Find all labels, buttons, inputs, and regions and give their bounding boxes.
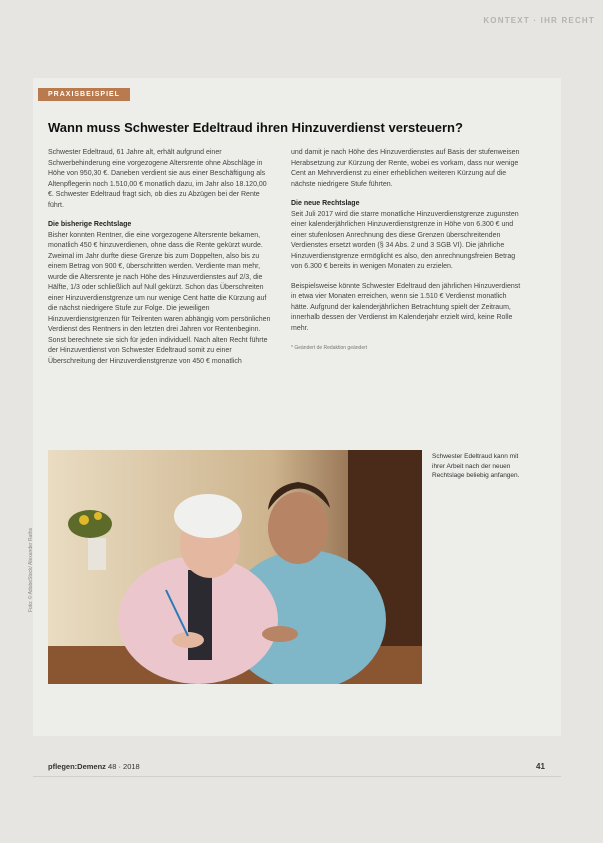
footer-publication	[48, 762, 140, 771]
section-tag: PRAXISBEISPIEL	[38, 88, 130, 101]
photo-caption: Schwester Edeltraud kann mit ihrer Arbeit nach der neuen Rechtslage beliebig anfangen.	[432, 453, 520, 479]
intro-paragraph: Schwester Edeltraud, 61 Jahre alt, erhält aufgrund einer Schwerbehinderung eine vorgezogene Altersrente ohne Abschläge in Höhe von 950,30 €. Daneben verdient sie aus einer Beschäftigung als Altenpflegerin noch 1.510,00 € monatlich dazu, im Jahr also 18.120,00 €. Schwester Edeltraud fragt sich, ob dies zu Abzügen bei der Rente führt.	[48, 149, 267, 209]
photo-illustration	[48, 450, 422, 684]
old-law-paragraph: Bisher konnten Rentner, die eine vorgezogene Altersrente bekamen, monatlich 450 € hinzuverdienen, ohne dass die Rente gekürzt wurde. Zweimal im Jahr durfte diese Grenze bis zum Doppelten, also bis zu einem Betrag von 900 €, überschritten werden. Verdiente man mehr, wurde die Altersrente je nach Höhe des Hinzuverdienstes auf 2/3, die Hälfte, 1/3 oder schließlich auf Null gekürzt. Schon das Überschreiten einer Hinzuverdienstgrenze um nur wenige Cent hatte die Kürzung auf die nächst niedrigere Stufe zur Folge. Die jeweiligen Hinzuverdienstgrenzen für Teilrenten waren abhängig vom persönlichen Verdienst des Rentners in den letzten drei Jahren vor Rentenbeginn. Sonst berechnete sie sich für jeden individuell. Nach alten Recht führte der Hinzuverdienst von Schwester Edeltraud somit zu einer Überschreitung der Hinzuverdienstgrenze von 450 € monatlich	[48, 231, 271, 365]
issue-number: 48 · 2018	[108, 762, 140, 771]
section-header: KONTEXT · IHR RECHT	[483, 16, 595, 25]
footer-divider	[33, 776, 561, 777]
magazine-name: pflegen:Demenz	[48, 762, 106, 771]
page-number: 41	[536, 762, 545, 771]
article-title: Wann muss Schwester Edeltraud ihren Hinzuverdienst versteuern?	[48, 120, 463, 135]
old-law-heading: Die bisherige Rechtslage	[48, 221, 132, 228]
left-column	[48, 148, 274, 376]
right-column	[291, 148, 523, 363]
new-law-heading: Die neue Rechtslage	[291, 200, 360, 207]
photo-credit: Foto: © AdobeStock/ Alexander Raths	[28, 527, 34, 612]
continuation-paragraph: und damit je nach Höhe des Hinzuverdienstes auf Basis der stufenweisen Herabsetzung zur Kürzung der Rente, wobei es vorkam, dass nur wenige Cent an Mehrverdienst zu einer erheblichen weiteren Kürzung auf die nächste niedrigere Stufe führten.	[291, 149, 520, 188]
photo-elderly-woman-caregiver	[48, 450, 422, 684]
new-law-paragraph: Seit Juli 2017 wird die starre monatliche Hinzuverdienstgrenze zugunsten einer kalenderjährlichen Hinzuverdienstgrenze in Höhe von 6.300 € und einer stufenlosen Anrechnung des diese Grenzen überschreitenden Verdienstes ersetzt worden (§ 34 Abs. 2 und 3 SGB VI). Die jährliche Hinzuverdienstgrenze ermöglicht es also, den anrechnungsfreien Betrag von 6.300 € bereits in wenigen Monaten zu erzielen.	[291, 210, 519, 270]
example-paragraph: Beispielsweise könnte Schwester Edeltraud den jährlichen Hinzuverdienst in etwa vier Monaten erreichen, wenn sie 1.510 € Verdienst monatlich hätte. Aufgrund der kalenderjährlichen Betrachtung spielt der Zeitraum, innerhalb dessen der Verdienst im Kalenderjahr erzielt wird, keine Rolle mehr.	[291, 282, 521, 332]
footnote: * Geändert de Redaktion geändert	[291, 345, 368, 351]
